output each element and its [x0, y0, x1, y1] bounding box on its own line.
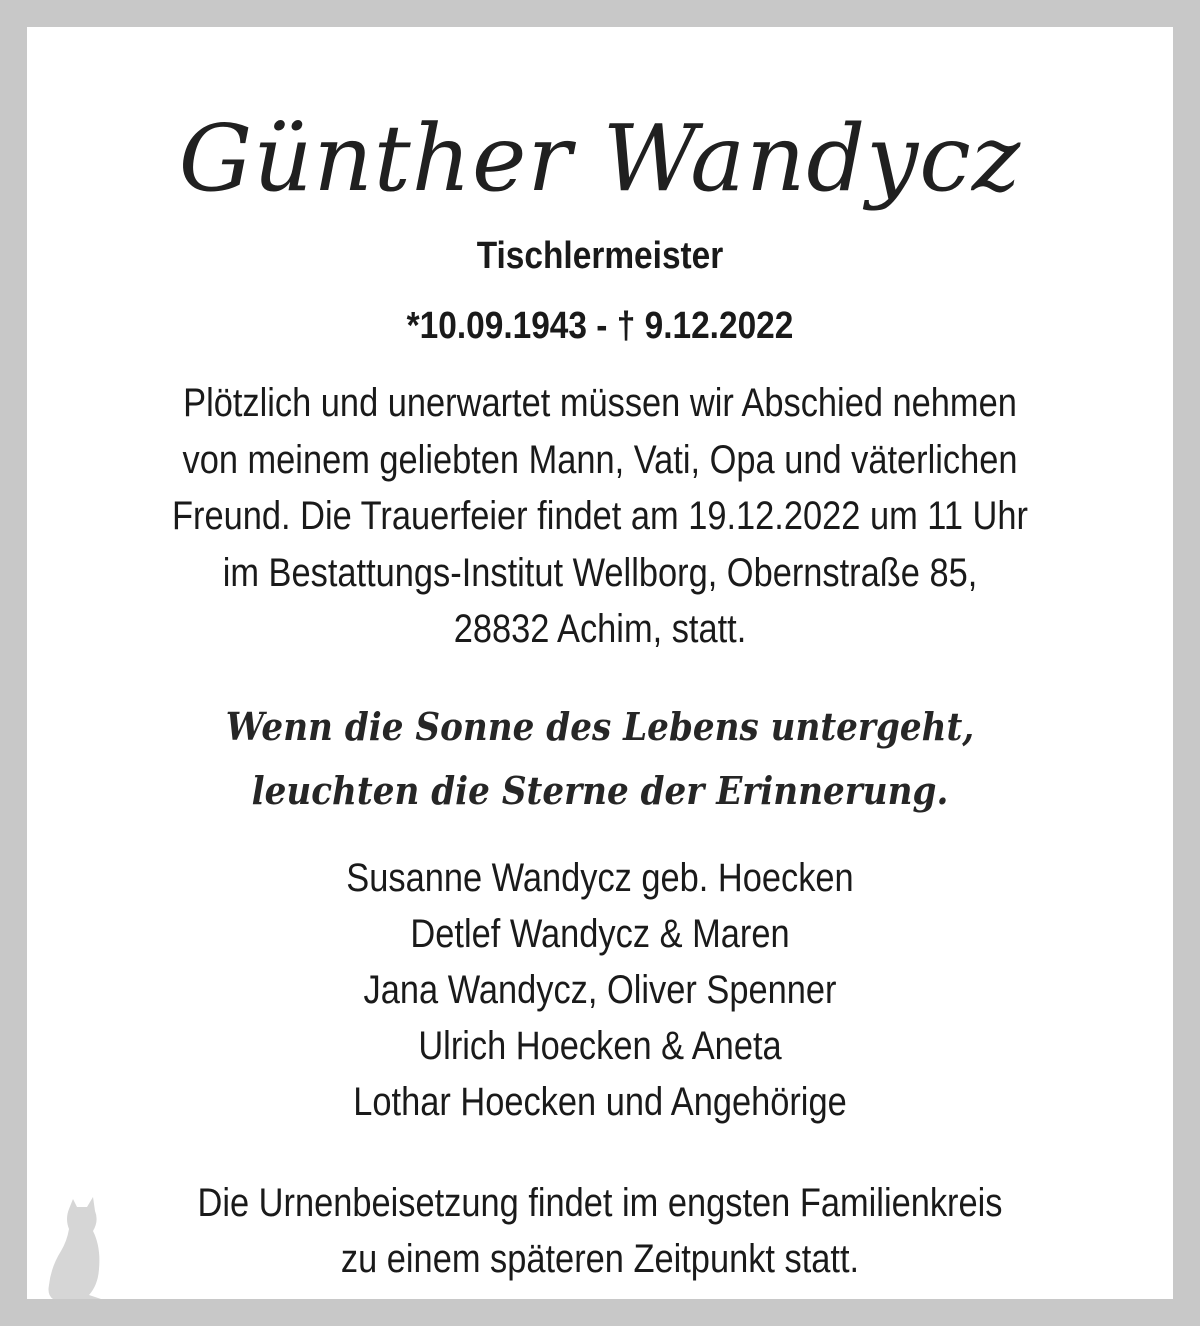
closing-line: zu einem späteren Zeitpunkt statt.	[340, 1237, 860, 1281]
announcement-paragraph	[107, 375, 1093, 658]
profession: Tischlermeister	[476, 235, 724, 277]
quote-line: Wenn die Sonne des Lebens untergeht,	[225, 704, 975, 749]
memorial-quote	[84, 695, 1115, 823]
paragraph-line: 28832 Achim, statt.	[453, 607, 747, 651]
mourner-name: Lothar Hoecken und Angehörige	[353, 1080, 847, 1124]
quote-line: leuchten die Sterne der Erinnerung.	[251, 768, 949, 813]
obituary-card	[27, 27, 1173, 1299]
mourner-name: Susanne Wandycz geb. Hoecken	[346, 856, 854, 900]
paragraph-line: Plötzlich und unerwartet müssen wir Abschied nehmen	[183, 381, 1017, 425]
paragraph-line: im Bestattungs-Institut Wellborg, Obernstraße 85,	[222, 550, 978, 595]
closing-line: Die Urnenbeisetzung findet im engsten Familienkreis	[197, 1181, 1003, 1225]
cat-silhouette-icon	[43, 1195, 105, 1301]
mourners-list	[107, 850, 1093, 1130]
mourner-name: Detlef Wandycz & Maren	[410, 912, 790, 956]
deceased-name: Günther Wandycz	[178, 105, 1022, 212]
paragraph-line: von meinem geliebten Mann, Vati, Opa und väterlichen	[182, 437, 1018, 482]
life-dates: *10.09.1943 - † 9.12.2022	[406, 305, 794, 347]
mourner-name: Jana Wandycz, Oliver Spenner	[363, 968, 837, 1012]
closing-note	[107, 1175, 1093, 1287]
mourner-name: Ulrich Hoecken & Aneta	[418, 1024, 782, 1068]
paragraph-line: Freund. Die Trauerfeier findet am 19.12.2022 um 11 Uhr	[171, 494, 1028, 538]
